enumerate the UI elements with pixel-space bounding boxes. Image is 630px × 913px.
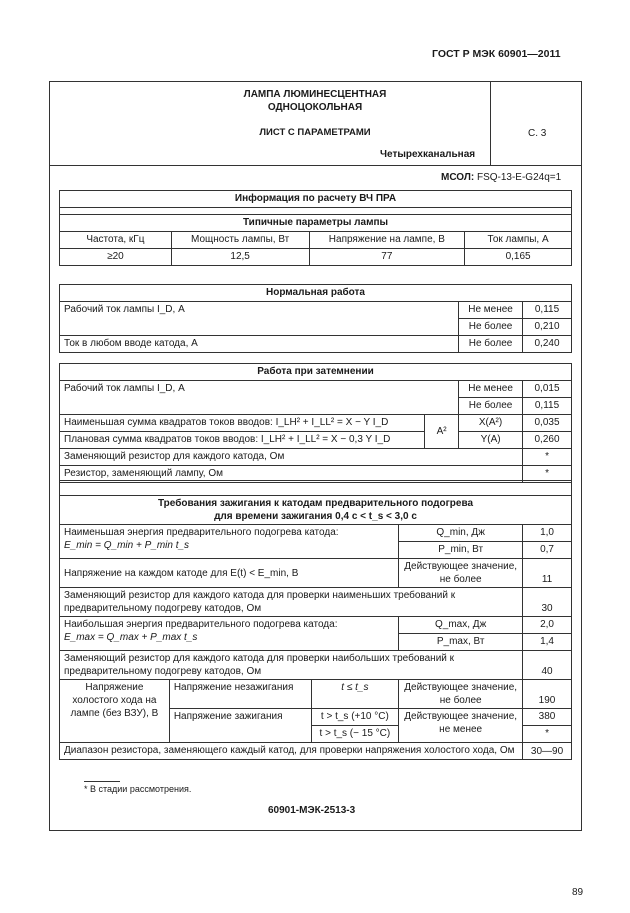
dimming-max-value: 0,115 [523,398,572,415]
max-energy [60,617,399,651]
normal-title: Нормальная работа [60,285,572,302]
cond-ign-plus: t > t_s (+10 °C) [311,709,399,726]
col-current: Ток лампы, А [465,232,572,249]
normal-min-label: Не менее [459,302,523,319]
col-frequency: Частота, кГц [60,232,172,249]
resistor-lamp: Резистор, заменяющий лампу, Ом [60,466,523,483]
msol-value: FSQ-13-E-G24q=1 [476,172,562,183]
resistor-lamp-value: * [523,466,572,483]
resistor-max-value: 40 [523,651,572,680]
y-param: Y(A) [459,432,523,449]
dimming-title: Работа при затемнении [60,364,572,381]
resistor-min-value: 30 [523,588,572,617]
normal-max-label: Не более [459,319,523,336]
standard-header: ГОСТ Р МЭК 60901—2011 [432,48,561,60]
page-number: 89 [572,887,584,898]
sheet-subtitle: ЛИСТ С ПАРАМЕТРАМИ [259,127,371,138]
no-ignition: Напряжение незажигания [169,680,311,709]
cathode-label: Не более [459,336,523,353]
max-energy-formula: E_max = Q_max + P_max t_s [64,632,198,643]
lamp-type: Четырехканальная [380,149,476,160]
range-resistor: Диапазон резистора, заменяющего каждый катод, для проверки напряжения холостого хода, Ом [60,743,523,760]
power-value: 12,5 [171,249,309,266]
min-energy-line1: Наименьшая энергия предварительного подогрева катода: [64,527,339,538]
normal-lamp-current: Рабочий ток лампы I_D, А [60,302,459,336]
qmax-value: 2,0 [523,617,572,634]
qmin-value: 1,0 [523,525,572,542]
ignition-label: Действующее значение, не менее [399,709,523,743]
cathode-current: Ток в любом вводе катода, А [60,336,459,353]
ignition-voltage: Напряжение зажигания [169,709,311,743]
ign-plus-value: 380 [523,709,572,726]
sheet-title-line2: ОДНОЦОКОЛЬНАЯ [267,102,363,113]
col-power: Мощность лампы, Вт [171,232,309,249]
range-resistor-value: 30—90 [523,743,572,760]
pmin-label: P_min, Вт [399,542,523,559]
ignition-title [60,496,572,525]
typical-title: Типичные параметры лампы [60,215,572,232]
dimming-lamp-current: Рабочий ток лампы I_D, А [60,381,459,415]
open-voltage: Напряжение холостого хода на лампе (без ВЗУ), В [60,680,170,743]
x-param: X(A²) [459,415,523,432]
x-value: 0,035 [523,415,572,432]
qmin-label: Q_min, Дж [399,525,523,542]
col-voltage: Напряжение на лампе, В [309,232,465,249]
min-energy [60,525,399,559]
voltage-cathode-label: Действующее значение, не более [399,559,523,588]
header-divider [490,81,491,165]
resistor-cathode-value: * [523,449,572,466]
resistor-max: Заменяющий резистор для каждого катода для проверки наибольших требований к предварительному подогреву катодов, Ом [60,651,523,680]
resistor-min: Заменяющий резистор для каждого катода для проверки наименьших требований к предварительному подогреву катодов, Ом [60,588,523,617]
dimming-max-label: Не более [459,398,523,415]
calculation-table [59,190,572,266]
ignition-title-line2: для времени зажигания 0,4 с < t_s < 3,0 с [214,511,417,522]
voltage-cathode: Напряжение на каждом катоде для E(t) < E_min, В [60,559,399,588]
cathode-value: 0,240 [523,336,572,353]
cond-ign-minus: t > t_s (− 15 °C) [311,726,399,743]
info-title: Информация по расчету ВЧ ПРА [60,191,572,208]
msol-designation [441,172,561,183]
footnote-rule [84,781,120,782]
cond-no-ignition: t ≤ t_s [311,680,399,709]
ignition-table [59,480,572,760]
ign-minus-value: * [523,726,572,743]
header-bottom-rule [49,165,582,166]
dimming-table [59,363,572,483]
dimming-min-value: 0,015 [523,381,572,398]
current-value: 0,165 [465,249,572,266]
max-energy-line1: Наибольшая энергия предварительного подогрева катода: [64,619,338,630]
voltage-value: 77 [309,249,465,266]
msol-label: МСОЛ: [441,172,475,183]
no-ignition-value: 190 [523,680,572,709]
normal-operation-table [59,284,572,353]
dimming-min-label: Не менее [459,381,523,398]
sheet-number: С. 3 [528,128,547,139]
unit-a2: A² [425,415,459,449]
plan-sum-formula: Плановая сумма квадратов токов вводов: I_LH² + I_LL² = X − 0,3 Y I_D [60,432,425,449]
pmin-value: 0,7 [523,542,572,559]
qmax-label: Q_max, Дж [399,617,523,634]
ignition-title-line1: Требования зажигания к катодам предварительного подогрева [157,498,474,509]
min-sum-formula: Наименьшая сумма квадратов токов вводов: I_LH² + I_LL² = X − Y I_D [60,415,425,432]
normal-min-value: 0,115 [523,302,572,319]
min-energy-formula: E_min = Q_min + P_min t_s [64,540,190,551]
footnote: * В стадии рассмотрения. [84,784,192,794]
y-value: 0,260 [523,432,572,449]
pmax-value: 1,4 [523,634,572,651]
sheet-title-line1: ЛАМПА ЛЮМИНЕСЦЕНТНАЯ [243,89,387,100]
pmax-label: P_max, Вт [399,634,523,651]
frequency-value: ≥20 [60,249,172,266]
document-code: 60901-МЭК-2513-3 [268,805,356,816]
normal-max-value: 0,210 [523,319,572,336]
no-ignition-label: Действующее значение, не более [399,680,523,709]
voltage-cathode-value: 11 [523,559,572,588]
resistor-cathode: Заменяющий резистор для каждого катода, Ом [60,449,523,466]
